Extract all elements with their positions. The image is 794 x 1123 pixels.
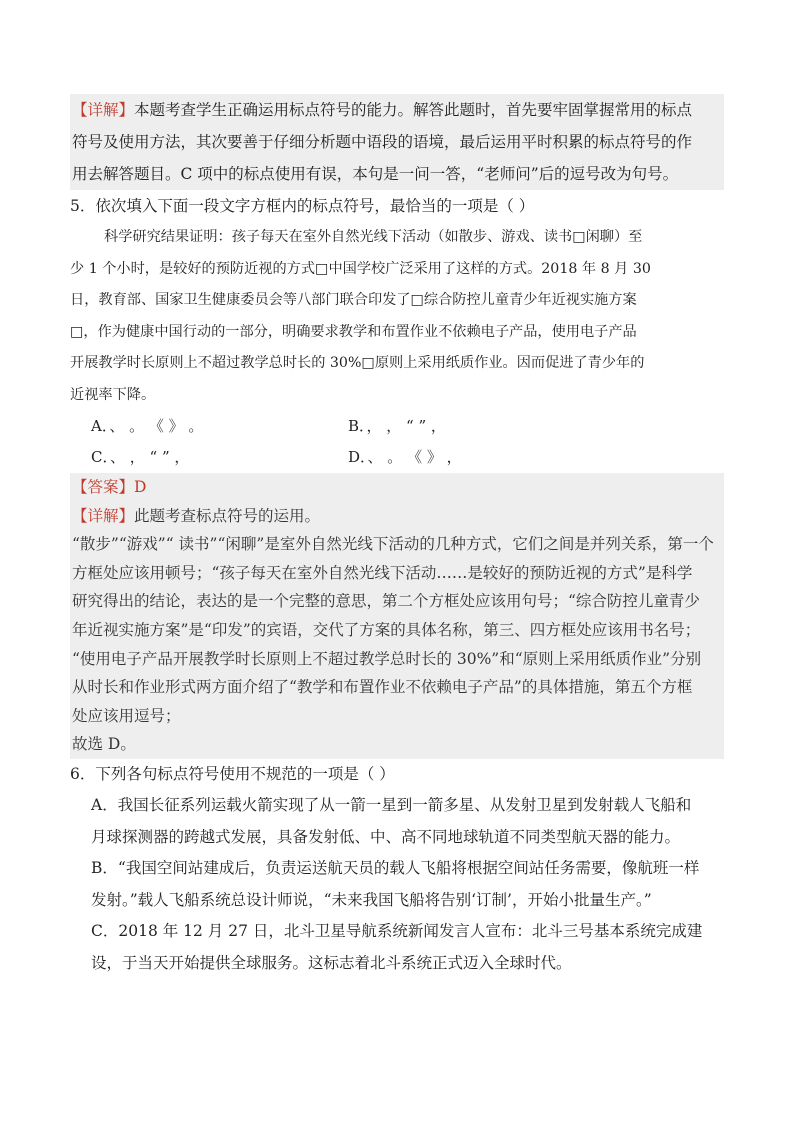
options-row-2 — [70, 442, 724, 473]
explanation-line: 从时长和作业形式两方面介绍了“教学和布置作业不依赖电子产品”的具体措施，第五个方框 — [72, 678, 693, 697]
answer-block — [70, 473, 724, 759]
passage-line: 开展教学时长原则上不超过教学总时长的 30%□原则上采用纸质作业。因而促进了青少年的 — [70, 355, 645, 371]
passage-line: 科学研究结果证明：孩子每天在室外自然光线下活动（如散步、游戏、读书□闲聊）至 — [104, 229, 643, 245]
option-c-continuation: 设，于当天开始提供全球服务。这标志着北斗系统正式迈入全球时代。 — [91, 953, 572, 972]
detail-tag: 【详解】 — [72, 101, 135, 119]
question-5-passage — [70, 222, 724, 411]
question-6-stem: 6．下列各句标点符号使用不规范的一项是（ ） — [70, 764, 395, 783]
explanation-line: “使用电子产品开展教学时长原则上不超过教学总时长的 30%”和“原则上采用纸质作业”分别 — [72, 649, 702, 668]
option-b[interactable]: B．， ， “ ” ， — [348, 417, 446, 435]
passage-line: 日，教育部、国家卫生健康委员会等八部门联合印发了□综合防控儿童青少年近视实施方案 — [70, 292, 637, 308]
option-a[interactable]: A．、 。 《 》 。 — [91, 417, 204, 435]
option-a-line[interactable]: A．我国长征系列运载火箭实现了从一箭一星到一箭多星、从发射卫星到发射载人飞船和 — [91, 796, 692, 815]
conclusion-line: 故选 D。 — [72, 735, 136, 754]
passage-line: 近视率下降。 — [70, 386, 156, 403]
passage-line: □，作为健康中国行动的一部分，明确要求教学和布置作业不依赖电子产品，使用电子产品 — [70, 323, 637, 340]
option-a-continuation: 月球探测器的跨越式发展，具备发射低、中、高不同地球轨道不同类型航天器的能力。 — [91, 827, 681, 846]
option-c[interactable]: C．、 ， “ ” ， — [91, 448, 190, 466]
detail-intro: 此题考查标点符号的运用。 — [134, 506, 321, 525]
options-row-1 — [70, 411, 724, 442]
option-b-continuation: 发射。”载人飞船系统总设计师说，“未来我国飞船将告别‘订制’，开始小批量生产。” — [91, 890, 652, 909]
explanation-line: 研究得出的结论，表达的是一个完整的意思，第二个方框处应该用句号；“综合防控儿童青少 — [72, 592, 700, 611]
answer-tag: 【答案】 — [72, 478, 135, 496]
question-6 — [70, 759, 724, 980]
detail-line-2: 符号及使用方法，其次要善于仔细分析题中语段的语境，最后运用平时积累的标点符号的作 — [72, 133, 693, 151]
answer-line — [72, 473, 724, 502]
detail-text: 本题考查学生正确运用标点符号的能力。解答此题时，首先要牢固掌握常用的标点 — [134, 101, 693, 119]
detail-line-1 — [72, 94, 724, 126]
question-5-stem: 5．依次填入下面一段文字方框内的标点符号，最恰当的一项是（ ） — [70, 197, 535, 215]
explanation-line: 处应该用逗号； — [72, 706, 181, 725]
document-page — [70, 94, 724, 979]
option-c-line[interactable]: C．2018 年 12 月 27 日，北斗卫星导航系统新闻发言人宣布：北斗三号基本系统完成建 — [91, 922, 703, 941]
option-d[interactable]: D．、 。 《 》 ， — [348, 448, 462, 466]
passage-line: 少 1 个小时，是较好的预防近视的方式□中国学校广泛采用了这样的方式。2018 年 8 月 30 — [70, 260, 651, 277]
explanation-line: 方框处应该用顿号；“孩子每天在室外自然光线下活动……是较好的预防近视的方式”是科学 — [72, 563, 693, 582]
option-b-line[interactable]: B．“我国空间站建成后，负责运送航天员的载人飞船将根据空间站任务需要，像航班一样 — [91, 859, 700, 878]
detail-block-previous — [70, 94, 724, 190]
explanation-line: “散步”“游戏”“ 读书”“闲聊”是室外自然光线下活动的几种方式，它们之间是并列关系，第一个 — [72, 535, 714, 554]
explanation-line: 年近视实施方案”是“印发”的宾语，交代了方案的具体名称，第三、四方框处应该用书名号； — [72, 620, 701, 639]
detail-heading-line — [72, 502, 724, 531]
detail-tag: 【详解】 — [72, 506, 135, 525]
detail-line-3: 用去解答题目。C 项中的标点使用有误，本句是一问一答，“老师问”后的逗号改为句号。 — [72, 165, 679, 183]
answer-value: D — [134, 478, 147, 496]
